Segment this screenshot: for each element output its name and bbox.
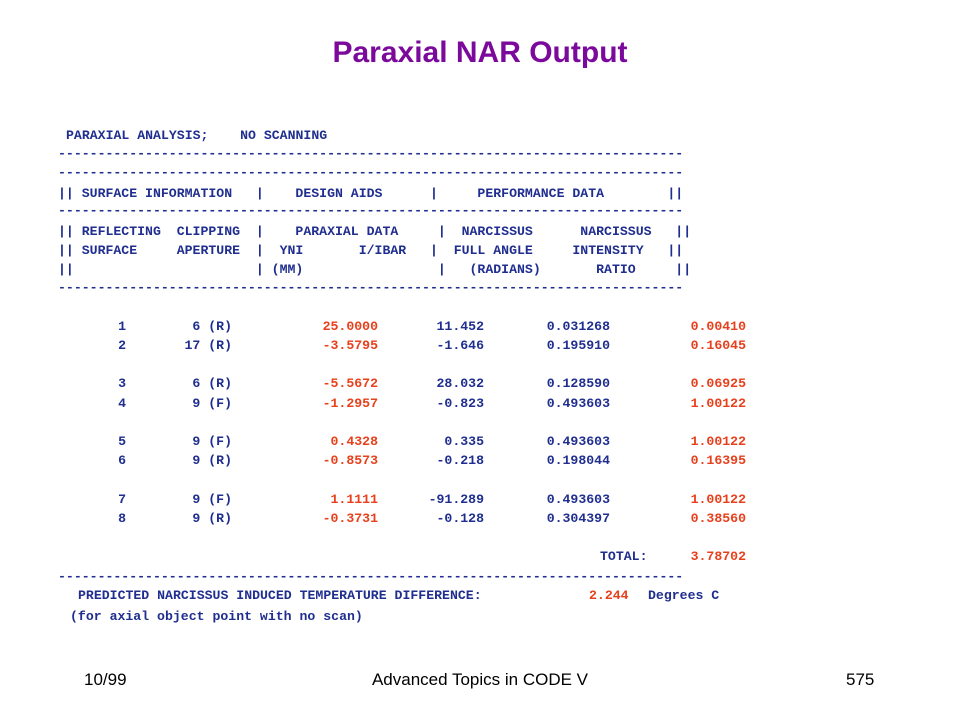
intensity-cell: 0.16395 — [690, 453, 746, 468]
ibar-cell: -0.823 — [436, 396, 484, 411]
clipping-cell: 9 (R) — [192, 511, 232, 526]
prediction-unit: Degrees C — [648, 588, 720, 603]
angle-cell: 0.493603 — [546, 396, 610, 411]
ibar-cell: -0.128 — [436, 511, 484, 526]
yni-cell: -3.5795 — [322, 338, 378, 353]
yni-cell: 1.1111 — [330, 492, 378, 507]
table-row — [58, 492, 818, 511]
table-row — [58, 319, 818, 338]
column-header-3: || SURFACE APERTURE | YNI I/IBAR | FULL ANGLE INTENSITY || — [58, 243, 684, 258]
yni-cell: -0.3731 — [322, 511, 378, 526]
surface-cell: 3 — [118, 376, 126, 391]
angle-cell: 0.031268 — [546, 319, 610, 334]
angle-cell: 0.304397 — [546, 511, 610, 526]
table-row — [58, 511, 818, 530]
divider-1: ------------------------------------------------------------------------------- — [58, 146, 684, 161]
intensity-cell: 0.16045 — [690, 338, 746, 353]
ibar-cell: -1.646 — [436, 338, 484, 353]
column-header-2: || REFLECTING CLIPPING | PARAXIAL DATA | NARCISSUS NARCISSUS || — [58, 224, 692, 239]
intensity-cell: 0.00410 — [690, 319, 746, 334]
table-row — [58, 376, 818, 395]
prediction-value: 2.244 — [589, 588, 629, 603]
divider-5: ------------------------------------------------------------------------------- — [58, 569, 684, 584]
yni-cell: 25.0000 — [322, 319, 378, 334]
surface-cell: 8 — [118, 511, 126, 526]
prediction-label: PREDICTED NARCISSUS INDUCED TEMPERATURE DIFFERENCE: — [78, 588, 482, 603]
table-row — [58, 396, 818, 415]
clipping-cell: 17 (R) — [184, 338, 232, 353]
table-row — [58, 338, 818, 357]
prediction-note: (for axial object point with no scan) — [70, 609, 363, 624]
clipping-cell: 6 (R) — [192, 319, 232, 334]
surface-cell: 2 — [118, 338, 126, 353]
divider-2: ------------------------------------------------------------------------------- — [58, 165, 684, 180]
yni-cell: -5.5672 — [322, 376, 378, 391]
intensity-cell: 1.00122 — [690, 396, 746, 411]
intensity-cell: 1.00122 — [690, 492, 746, 507]
surface-cell: 1 — [118, 319, 126, 334]
total-label: TOTAL: — [600, 549, 648, 564]
surface-cell: 4 — [118, 396, 126, 411]
clipping-cell: 9 (F) — [192, 396, 232, 411]
intensity-cell: 0.06925 — [690, 376, 746, 391]
footer-date: 10/99 — [84, 670, 127, 689]
intensity-cell: 0.38560 — [690, 511, 746, 526]
page-number: 575 — [846, 670, 875, 689]
analysis-header: PARAXIAL ANALYSIS; NO SCANNING — [66, 128, 328, 143]
clipping-cell: 6 (R) — [192, 376, 232, 391]
angle-cell: 0.493603 — [546, 492, 610, 507]
total-row — [58, 549, 818, 568]
column-header-4: || | (MM) | (RADIANS) RATIO || — [58, 262, 692, 277]
divider-4: ------------------------------------------------------------------------------- — [58, 280, 684, 295]
ibar-cell: 0.335 — [444, 434, 484, 449]
angle-cell: 0.128590 — [546, 376, 610, 391]
angle-cell: 0.195910 — [546, 338, 610, 353]
yni-cell: -1.2957 — [322, 396, 378, 411]
page-title: Paraxial NAR Output — [332, 36, 628, 69]
clipping-cell: 9 (F) — [192, 434, 232, 449]
clipping-cell: 9 (F) — [192, 492, 232, 507]
total-value: 3.78702 — [690, 549, 746, 564]
table-row — [58, 434, 818, 453]
ibar-cell: -91.289 — [428, 492, 484, 507]
ibar-cell: -0.218 — [436, 453, 484, 468]
column-header-1: || SURFACE INFORMATION | DESIGN AIDS | PERFORMANCE DATA || — [58, 186, 684, 201]
surface-cell: 5 — [118, 434, 126, 449]
angle-cell: 0.198044 — [546, 453, 610, 468]
clipping-cell: 9 (R) — [192, 453, 232, 468]
surface-cell: 6 — [118, 453, 126, 468]
intensity-cell: 1.00122 — [690, 434, 746, 449]
table-row — [58, 453, 818, 472]
footer-title: Advanced Topics in CODE V — [371, 670, 589, 689]
ibar-cell: 28.032 — [436, 376, 484, 391]
angle-cell: 0.493603 — [546, 434, 610, 449]
surface-cell: 7 — [118, 492, 126, 507]
divider-3: ------------------------------------------------------------------------------- — [58, 203, 684, 218]
prediction-line — [58, 588, 818, 607]
ibar-cell: 11.452 — [436, 319, 484, 334]
yni-cell: -0.8573 — [322, 453, 378, 468]
yni-cell: 0.4328 — [330, 434, 378, 449]
